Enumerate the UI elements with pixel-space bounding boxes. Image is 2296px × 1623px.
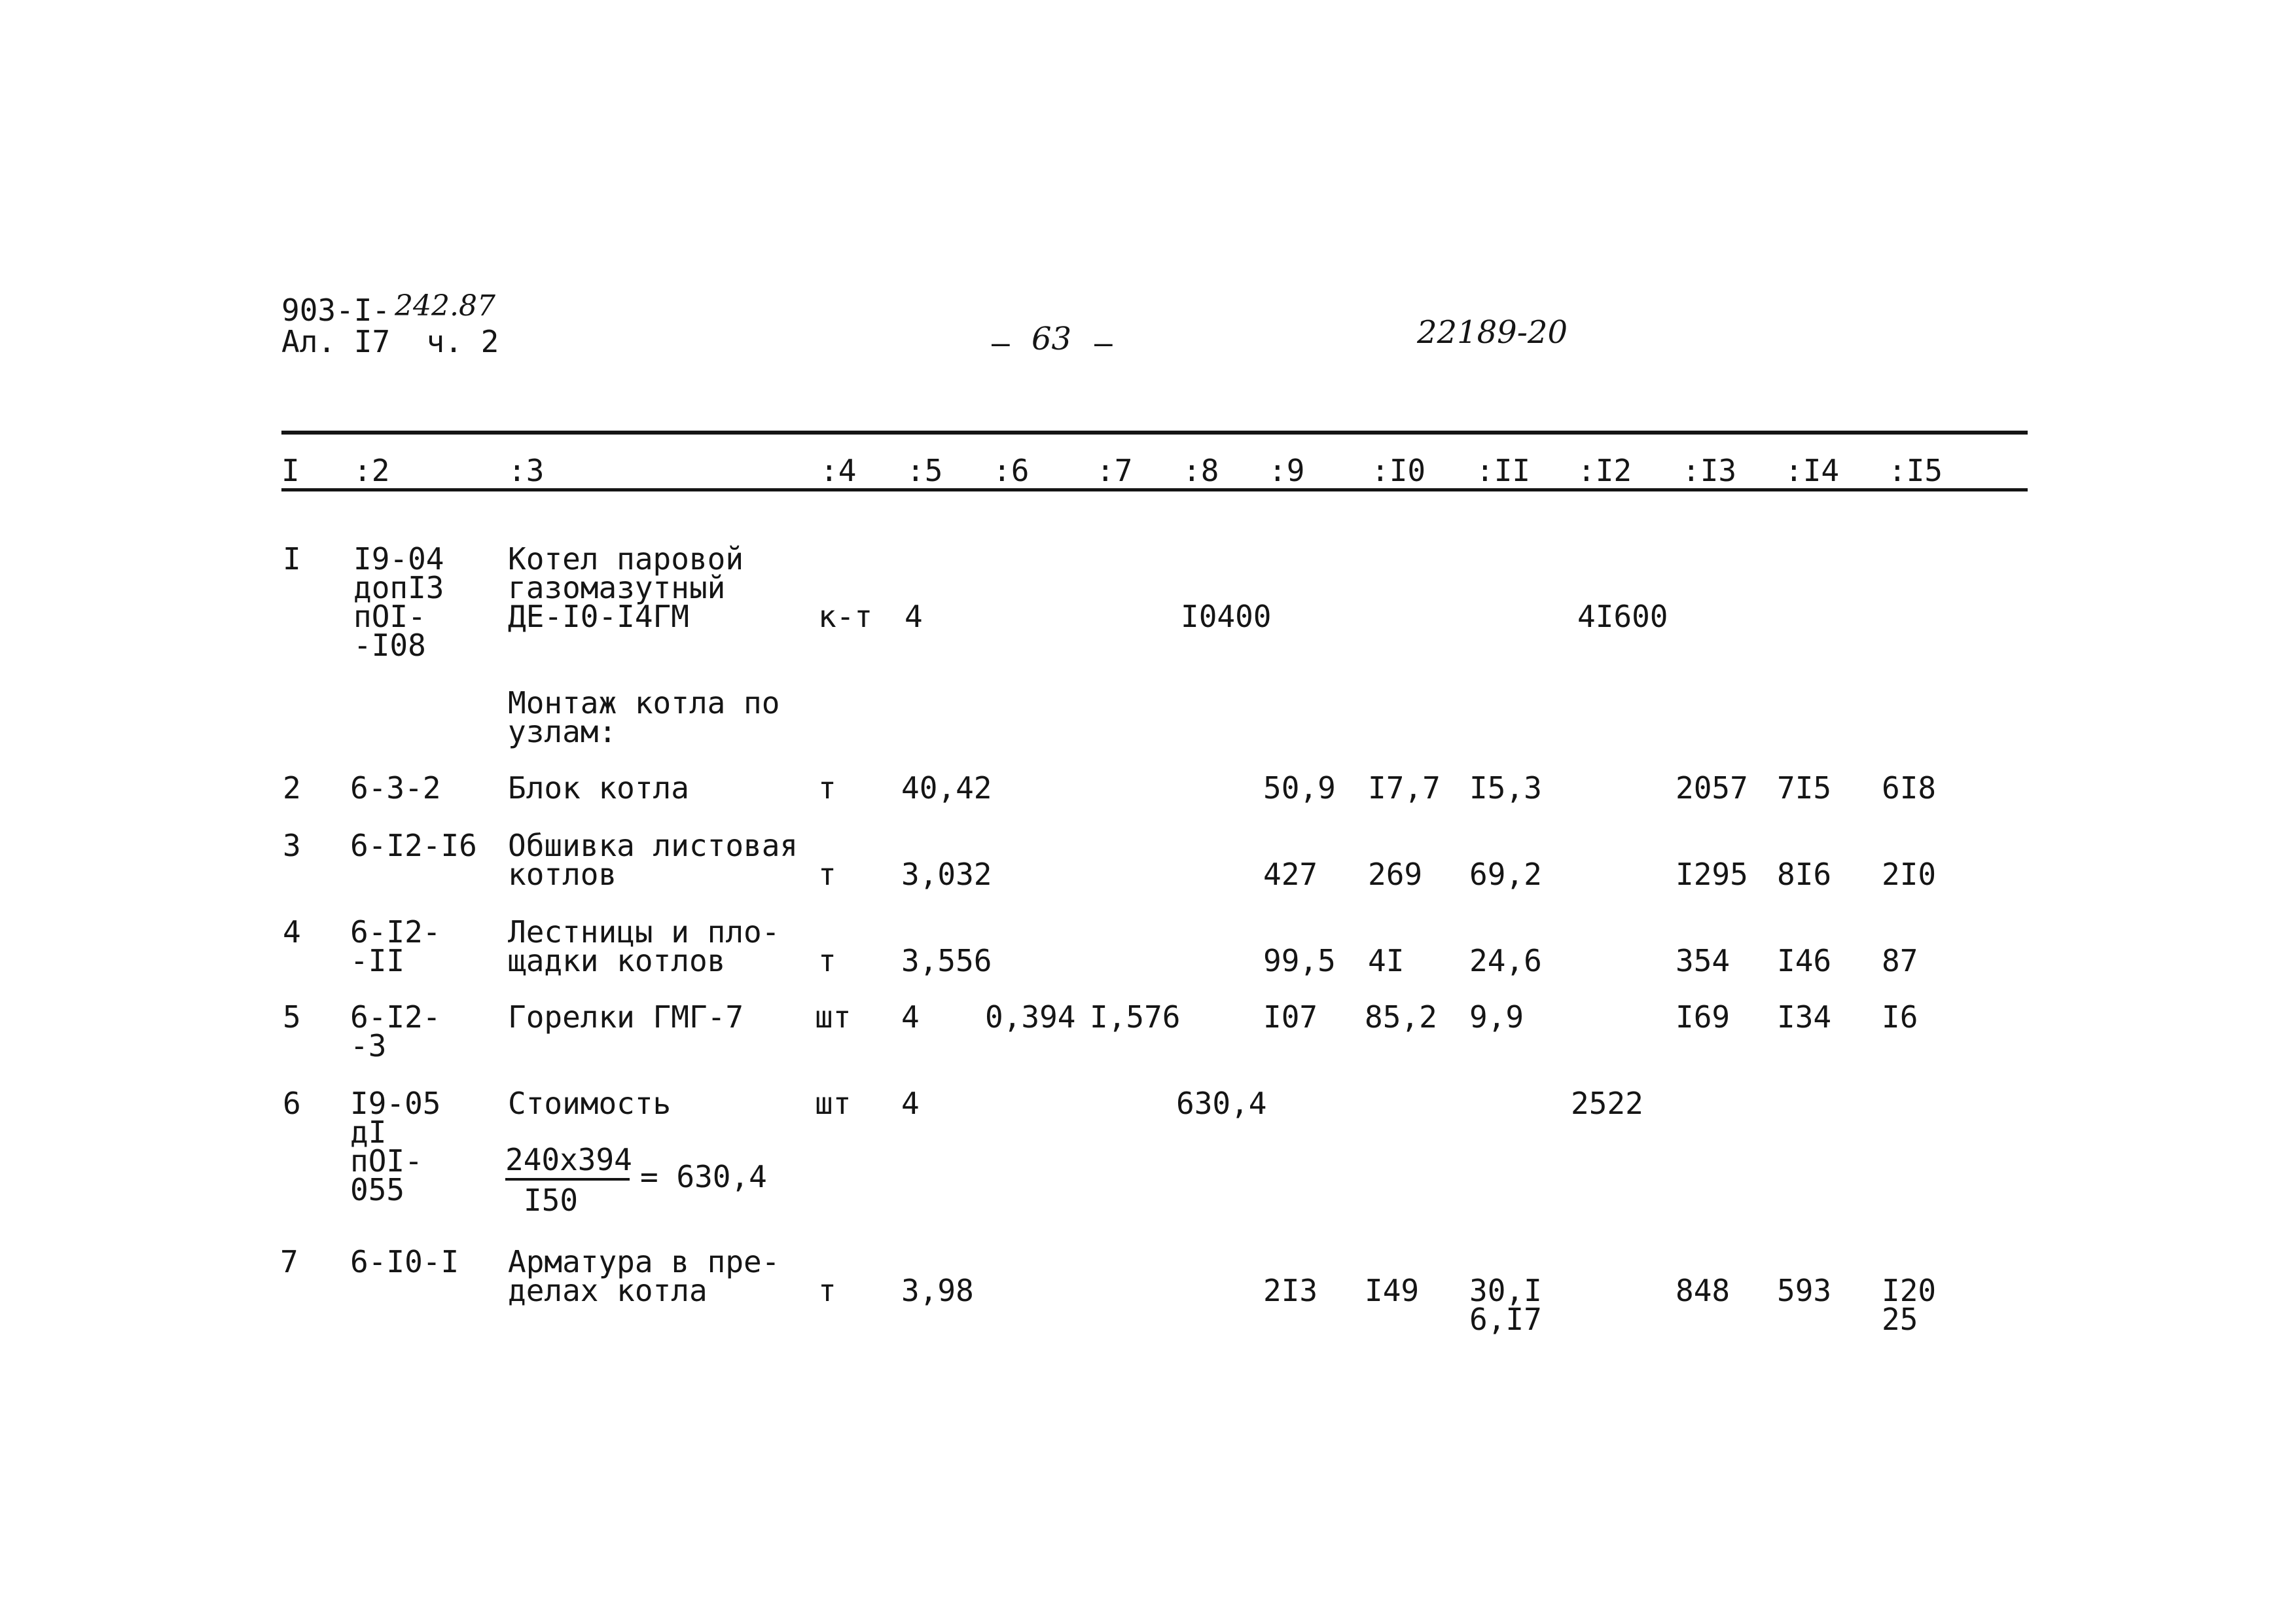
row-5-name-line1: Горелки ГМГ-7 bbox=[508, 999, 744, 1035]
row-6-col12: 2522 bbox=[1571, 1086, 1643, 1121]
row-7-col5: 3,98 bbox=[901, 1273, 974, 1308]
row-4-number: 4 bbox=[283, 914, 301, 950]
row-3-number: 3 bbox=[283, 828, 301, 863]
row-3-col15: 2I0 bbox=[1882, 857, 1937, 892]
row-7-name-line2: делах котла bbox=[508, 1273, 708, 1308]
row-5-unit: шт bbox=[815, 999, 852, 1035]
page-number: 63 bbox=[1031, 321, 1072, 357]
row-4-col13: 354 bbox=[1676, 943, 1731, 978]
col-header-5: :5 bbox=[906, 453, 943, 488]
col-header-2: :2 bbox=[353, 453, 390, 488]
row-5-col13: I69 bbox=[1676, 999, 1731, 1035]
col-header-9: :9 bbox=[1268, 453, 1305, 488]
row-5-col10: 85,2 bbox=[1365, 999, 1437, 1035]
row-7-col13: 848 bbox=[1676, 1273, 1731, 1308]
row-6-number: 6 bbox=[283, 1086, 301, 1121]
table-top-rule bbox=[281, 431, 2028, 435]
document-code-handwritten: 242.87 bbox=[395, 289, 495, 323]
col-header-11: :II bbox=[1476, 453, 1531, 488]
row-2-col9: 50,9 bbox=[1263, 770, 1336, 806]
row-3-unit: т bbox=[818, 857, 836, 892]
page-dash-right: – bbox=[1094, 325, 1113, 361]
row-2-col14: 7I5 bbox=[1777, 770, 1832, 806]
row-5-col9: I07 bbox=[1263, 999, 1318, 1035]
row-5-code-line2: -3 bbox=[350, 1028, 387, 1063]
row-2-col5: 40,42 bbox=[901, 770, 992, 806]
row-7-col15-line2: 25 bbox=[1882, 1302, 1918, 1337]
row-6-unit: шт bbox=[815, 1086, 852, 1121]
row-6-col8: 630,4 bbox=[1176, 1086, 1267, 1121]
row-7-col15-line1: I20 bbox=[1882, 1273, 1937, 1308]
row-7-code-line1: 6-I0-I bbox=[350, 1244, 459, 1279]
row-1-code-line1: I9-04 bbox=[353, 541, 444, 577]
row-4-code-line2: -II bbox=[350, 943, 405, 978]
row-1-code-line4: -I08 bbox=[353, 628, 426, 663]
row-5-col7: I,576 bbox=[1090, 999, 1181, 1035]
section-heading-line2: узлам: bbox=[508, 714, 617, 749]
row-6-code-line2: дI bbox=[350, 1115, 387, 1150]
row-5-number: 5 bbox=[283, 999, 301, 1035]
col-header-6: :6 bbox=[993, 453, 1030, 488]
row-2-code-line1: 6-3-2 bbox=[350, 770, 441, 806]
row-2-unit: т bbox=[818, 770, 836, 806]
formula-result: = 630,4 bbox=[640, 1159, 767, 1194]
row-3-col11: 69,2 bbox=[1469, 857, 1542, 892]
row-4-col11: 24,6 bbox=[1469, 943, 1542, 978]
col-header-12: :I2 bbox=[1577, 453, 1632, 488]
col-header-10: :I0 bbox=[1371, 453, 1426, 488]
formula-denominator: I50 bbox=[524, 1183, 579, 1218]
row-4-col10: 4I bbox=[1368, 943, 1405, 978]
row-1-code-line3: пOI- bbox=[353, 599, 426, 634]
row-4-name-line1: Лестницы и пло- bbox=[508, 914, 780, 950]
col-header-13: :I3 bbox=[1682, 453, 1737, 488]
row-7-unit: т bbox=[818, 1273, 836, 1308]
row-3-name-line1: Обшивка листовая bbox=[508, 828, 798, 863]
row-1-name-line3: ДЕ-I0-I4ГМ bbox=[508, 599, 689, 634]
row-5-col15: I6 bbox=[1882, 999, 1918, 1035]
row-3-col14: 8I6 bbox=[1777, 857, 1832, 892]
row-1-col8: I0400 bbox=[1181, 599, 1272, 634]
table-header-rule bbox=[281, 488, 2028, 491]
row-3-code-line1: 6-I2-I6 bbox=[350, 828, 477, 863]
row-4-col9: 99,5 bbox=[1263, 943, 1336, 978]
row-1-col5: 4 bbox=[905, 599, 923, 634]
row-2-col13: 2057 bbox=[1676, 770, 1748, 806]
row-4-name-line2: щадки котлов bbox=[508, 943, 726, 978]
row-4-col14: I46 bbox=[1777, 943, 1832, 978]
row-7-number: 7 bbox=[280, 1244, 298, 1279]
row-5-col5: 4 bbox=[901, 999, 920, 1035]
row-3-col13: I295 bbox=[1676, 857, 1748, 892]
album-part: Ал. I7 ч. 2 bbox=[281, 324, 499, 359]
inventory-number: 22189-20 bbox=[1417, 314, 1568, 351]
row-7-col11-line2: 6,I7 bbox=[1469, 1302, 1542, 1337]
row-5-col11: 9,9 bbox=[1469, 999, 1524, 1035]
row-1-col12: 4I600 bbox=[1577, 599, 1668, 634]
row-4-code-line1: 6-I2- bbox=[350, 914, 441, 950]
row-7-name-line1: Арматура в пре- bbox=[508, 1244, 780, 1279]
col-header-7: :7 bbox=[1096, 453, 1133, 488]
row-3-col10: 269 bbox=[1368, 857, 1423, 892]
row-5-col14: I34 bbox=[1777, 999, 1832, 1035]
row-2-name-line1: Блок котла bbox=[508, 770, 689, 806]
row-6-code-line3: пOI- bbox=[350, 1143, 423, 1179]
row-1-unit: к-т bbox=[818, 599, 873, 634]
section-heading-line1: Монтаж котла по bbox=[508, 685, 780, 721]
col-header-1: I bbox=[281, 453, 300, 488]
row-2-col15: 6I8 bbox=[1882, 770, 1937, 806]
document-code: 903-I- bbox=[281, 293, 391, 328]
row-2-col11: I5,3 bbox=[1469, 770, 1542, 806]
row-3-name-line2: котлов bbox=[508, 857, 617, 892]
col-header-15: :I5 bbox=[1888, 453, 1943, 488]
col-header-14: :I4 bbox=[1785, 453, 1840, 488]
col-header-8: :8 bbox=[1183, 453, 1219, 488]
row-7-col11-line1: 30,I bbox=[1469, 1273, 1542, 1308]
row-2-number: 2 bbox=[283, 770, 301, 806]
row-3-col9: 427 bbox=[1263, 857, 1318, 892]
row-5-col6: 0,394 bbox=[985, 999, 1076, 1035]
row-1-name-line1: Котел паровой bbox=[508, 541, 744, 577]
row-6-code-line1: I9-05 bbox=[350, 1086, 441, 1121]
row-4-unit: т bbox=[818, 943, 836, 978]
row-1-name-line2: газомазутный bbox=[508, 570, 726, 605]
col-header-4: :4 bbox=[820, 453, 857, 488]
row-6-col5: 4 bbox=[901, 1086, 920, 1121]
row-7-col14: 593 bbox=[1777, 1273, 1832, 1308]
page-dash-left: – bbox=[992, 325, 1010, 361]
formula-fraction-bar bbox=[505, 1178, 630, 1181]
row-1-number: I bbox=[283, 541, 301, 577]
row-6-name-line1: Стоимость bbox=[508, 1086, 672, 1121]
row-2-col10: I7,7 bbox=[1368, 770, 1441, 806]
row-7-col9: 2I3 bbox=[1263, 1273, 1318, 1308]
row-4-col5: 3,556 bbox=[901, 943, 992, 978]
row-4-col15: 87 bbox=[1882, 943, 1918, 978]
formula-numerator: 240x394 bbox=[505, 1142, 632, 1177]
col-header-3: :3 bbox=[508, 453, 545, 488]
row-5-code-line1: 6-I2- bbox=[350, 999, 441, 1035]
row-7-col10: I49 bbox=[1365, 1273, 1420, 1308]
row-1-code-line2: допI3 bbox=[353, 570, 444, 605]
row-3-col5: 3,032 bbox=[901, 857, 992, 892]
row-6-code-line4: 055 bbox=[350, 1172, 405, 1207]
